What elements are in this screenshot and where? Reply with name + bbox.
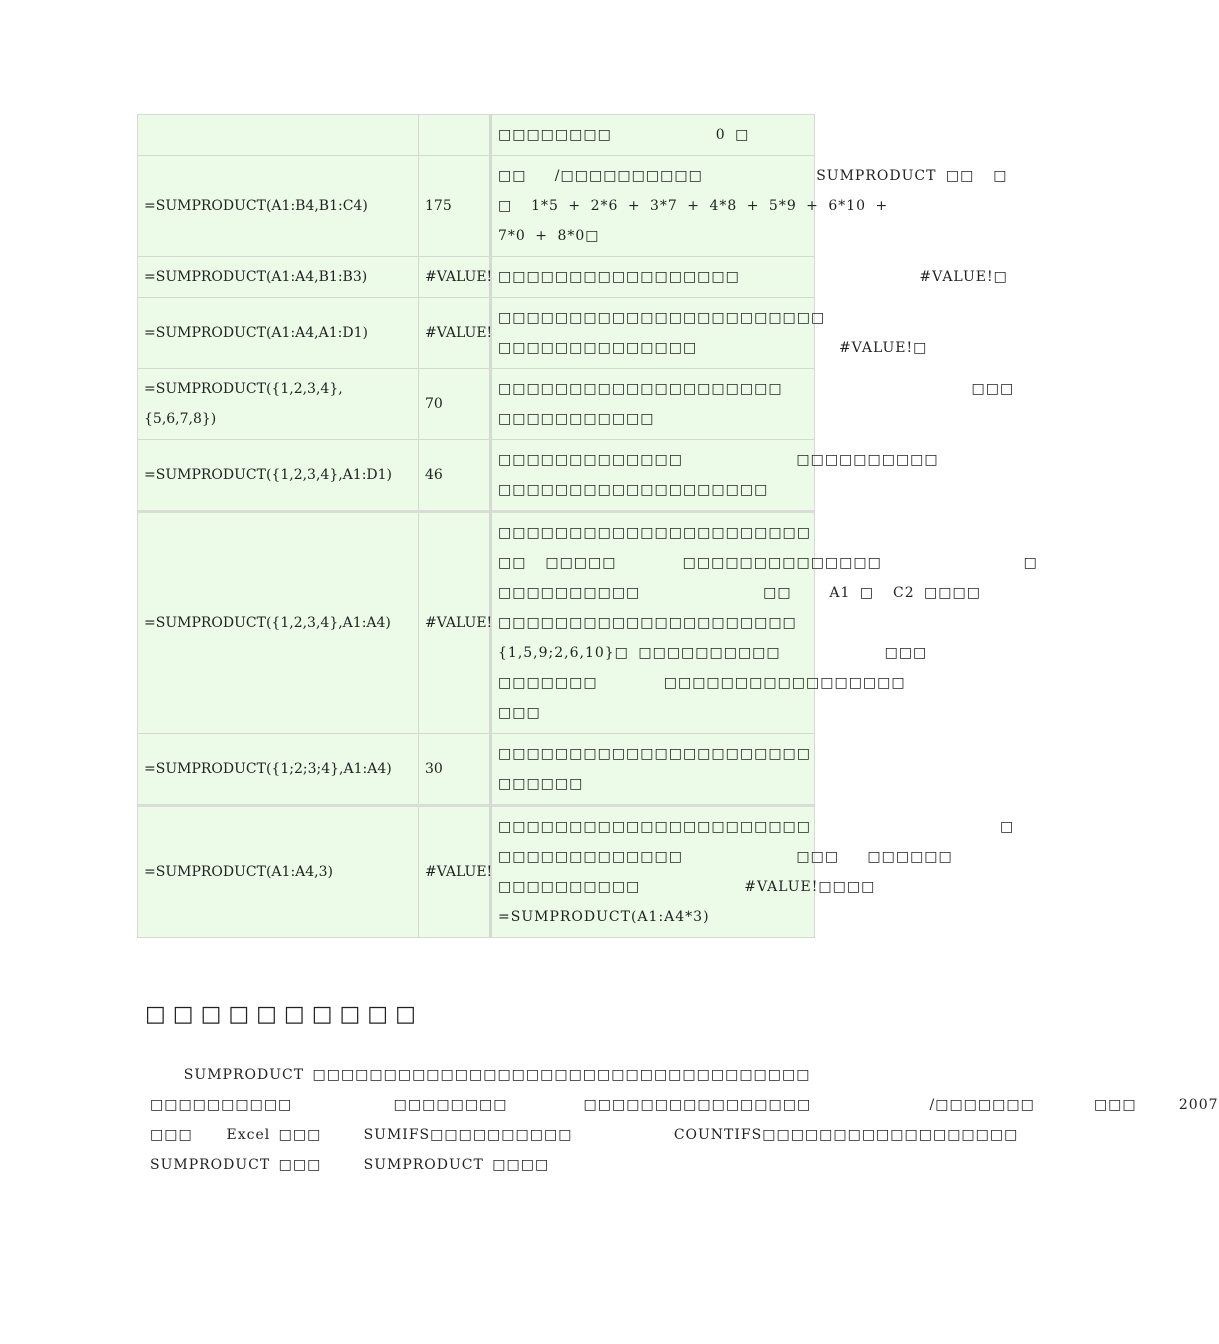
- description-line: □□□□□□□□□□□□□ □□□□□□□□□□: [498, 452, 939, 468]
- body-paragraph: [150, 1060, 1219, 1180]
- paragraph-line: SUMPRODUCT □□□□□□□□□□□□□□□□□□□□□□□□□□□□□□□□□□□: [150, 1067, 811, 1083]
- description-line: □□□□□□□□□□ □□ A1 □ C2 □□□□: [498, 585, 981, 601]
- table-row: [138, 156, 815, 257]
- description-line: □□□□□□□□□□□□□□□□□ #VALUE!□: [498, 269, 1008, 285]
- description-line: □□□□□□□□□□□□□□□□□□□□□□: [498, 746, 812, 762]
- description-line: □□□□□□□□□□□□□ □□□ □□□□□□: [498, 849, 953, 865]
- description-line: □□□□□□□□□□ #VALUE!□□□□: [498, 879, 876, 895]
- description-line: □□□□□□□□ 0 □: [498, 127, 750, 143]
- result-cell: [419, 115, 491, 156]
- description-cell: [491, 369, 1015, 440]
- description-line: □□□□□□□□□□□□□□□□□□□□□: [498, 615, 797, 631]
- table-body: [138, 115, 1038, 938]
- result-cell: #VALUE!: [419, 298, 491, 369]
- paragraph-line: □□□ Excel □□□ SUMIFS□□□□□□□□□□ COUNTIFS□□□□□□□□□□□□□□□□□□: [150, 1127, 1019, 1143]
- result-cell: 70: [419, 369, 491, 440]
- description-line: □□□□□□□□□□□□□□□□□□□□□□: [498, 525, 812, 541]
- description-line: □□□□□□□ □□□□□□□□□□□□□□□□□: [498, 675, 906, 691]
- description-line: □□□□□□□□□□□: [498, 411, 655, 427]
- result-cell: #VALUE!: [419, 806, 491, 938]
- formula-cell: =SUMPRODUCT(A1:A4,3): [138, 806, 419, 938]
- description-line: □□ /□□□□□□□□□□ SUMPRODUCT □□ □: [498, 168, 1008, 184]
- description-line: □□□□□□□□□□□□□□ #VALUE!□: [498, 340, 928, 356]
- paragraph-line: □□□□□□□□□□ □□□□□□□□ □□□□□□□□□□□□□□□□ /□□□□□□□ □□□ 2007: [150, 1097, 1219, 1113]
- formula-cell: =SUMPRODUCT(A1:B4,B1:C4): [138, 156, 419, 257]
- result-cell: 30: [419, 734, 491, 806]
- formula-cell: [138, 115, 419, 156]
- result-cell: #VALUE!: [419, 257, 491, 298]
- description-cell: [491, 440, 939, 512]
- description-line: =SUMPRODUCT(A1:A4*3): [498, 909, 710, 925]
- description-line: □□□□□□: [498, 776, 584, 792]
- table-row: [138, 115, 815, 156]
- description-line: □□ □□□□□ □□□□□□□□□□□□□□ □: [498, 555, 1038, 571]
- description-cell: [491, 806, 1015, 938]
- description-cell: [491, 156, 1008, 257]
- description-cell: [491, 512, 1038, 734]
- formula-cell: =SUMPRODUCT({1,2,3,4},A1:D1): [138, 440, 419, 512]
- formula-cell: =SUMPRODUCT({1,2,3,4},{5,6,7,8}): [138, 369, 419, 440]
- description-cell: [491, 115, 815, 156]
- formula-cell: =SUMPRODUCT(A1:A4,A1:D1): [138, 298, 419, 369]
- table-row: [138, 806, 815, 938]
- description-line: 7*0 + 8*0□: [498, 228, 600, 244]
- result-cell: #VALUE!: [419, 512, 491, 734]
- formula-cell: =SUMPRODUCT({1,2,3,4},A1:A4): [138, 512, 419, 734]
- result-cell: 46: [419, 440, 491, 512]
- table-row: [138, 369, 815, 440]
- formula-cell: =SUMPRODUCT(A1:A4,B1:B3): [138, 257, 419, 298]
- description-line: □□□□□□□□□□□□□□□□□□□□ □□□: [498, 381, 1015, 397]
- formula-examples-table: [137, 114, 1038, 938]
- description-line: □□□□□□□□□□□□□□□□□□□□□□ □: [498, 819, 1015, 835]
- table-row: [138, 734, 815, 806]
- description-cell: [491, 298, 928, 369]
- table-row: [138, 257, 815, 298]
- table-row: [138, 440, 815, 512]
- table-row: [138, 298, 815, 369]
- description-line: □□□: [498, 705, 541, 721]
- description-line: □□□□□□□□□□□□□□□□□□□: [498, 482, 769, 498]
- description-line: □□□□□□□□□□□□□□□□□□□□□□□: [498, 310, 826, 326]
- description-line: □ 1*5 + 2*6 + 3*7 + 4*8 + 5*9 + 6*10 +: [498, 198, 889, 214]
- table-row: [138, 512, 815, 734]
- description-line: {1,5,9;2,6,10}□ □□□□□□□□□□ □□□: [498, 645, 928, 661]
- paragraph-line: SUMPRODUCT □□□ SUMPRODUCT □□□□: [150, 1157, 550, 1173]
- section-heading: □□□□□□□□□□: [145, 1002, 423, 1027]
- formula-cell: =SUMPRODUCT({1;2;3;4},A1:A4): [138, 734, 419, 806]
- description-cell: [491, 734, 815, 806]
- result-cell: 175: [419, 156, 491, 257]
- description-cell: [491, 257, 1008, 298]
